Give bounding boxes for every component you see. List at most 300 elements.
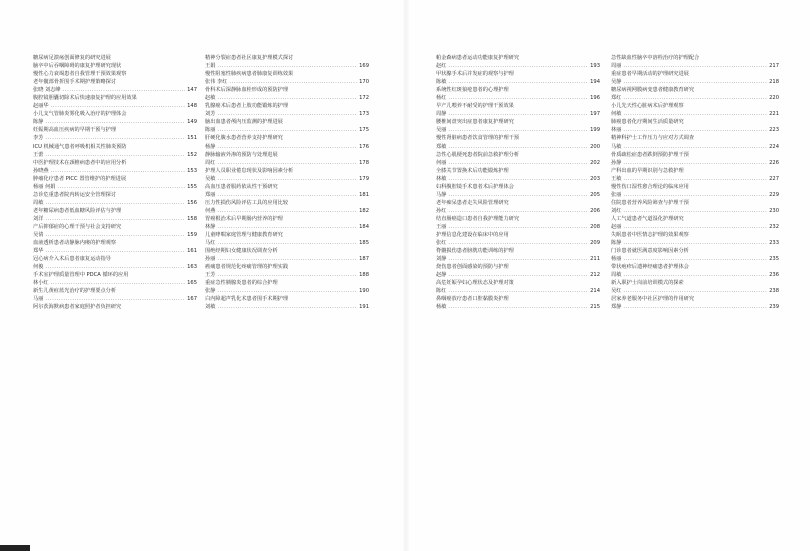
- entry-authors: 王芳: [205, 272, 216, 279]
- toc-entry: [33, 255, 197, 263]
- entry-authors: 张红: [436, 240, 447, 247]
- entry-title: 妊娠期高血压疾病的早期干预与护理: [33, 127, 117, 134]
- entry-page-number: 172: [359, 95, 369, 102]
- toc-entry: [611, 271, 779, 279]
- entry-title: 护理人员职业倦怠现状及影响因素分析: [205, 167, 294, 174]
- toc-entry: [611, 94, 779, 102]
- toc-entry: [611, 167, 779, 175]
- entry-authors: 周静: [436, 111, 447, 118]
- entry-title: 压力性损伤风险评估工具的应用比较: [205, 199, 289, 206]
- toc-entry: [205, 239, 369, 247]
- entry-page-number: 206: [590, 207, 600, 214]
- entry-page-number: 229: [769, 191, 779, 198]
- toc-entry: [205, 86, 369, 94]
- entry-title: 结直肠癌造口患者自我护理能力研究: [436, 215, 520, 222]
- entry-title: 中医护理技术在颈椎病患者中的应用分析: [33, 159, 127, 166]
- toc-entry: [205, 62, 369, 70]
- entry-page-number: 205: [590, 191, 600, 198]
- entry-authors: 马敏: [611, 143, 622, 150]
- entry-authors: 陈静: [611, 240, 622, 247]
- entry-authors: 马红: [205, 240, 216, 247]
- toc-column: [611, 54, 779, 312]
- entry-title: 慢性肾脏病患者饮食管理的护理干预: [436, 135, 520, 142]
- entry-title: 小儿支气管肺炎雾化吸入治疗的护理体会: [33, 111, 127, 118]
- toc-entry: [436, 215, 600, 223]
- toc-entry: [611, 70, 779, 78]
- entry-title: 急诊危重患者院内转运安全管理探讨: [33, 191, 117, 198]
- entry-reference: [205, 255, 369, 263]
- entry-page-number: 218: [769, 79, 779, 86]
- toc-entry: [436, 199, 600, 207]
- entry-page-number: 148: [187, 103, 197, 110]
- entry-title: 糖尿病足溃疡创面修复的研究进展: [33, 55, 111, 61]
- toc-entry: [436, 134, 600, 142]
- toc-entry: [611, 279, 779, 287]
- toc-entry: [33, 183, 197, 191]
- entry-title: 腹腔镜胆囊切除术后快速康复护理的应用效果: [33, 95, 137, 102]
- dot-leader: [448, 126, 588, 134]
- dot-leader: [623, 207, 767, 215]
- entry-page-number: 236: [769, 272, 779, 279]
- entry-title: 儿童哮喘家庭管理与健康教育研究: [205, 232, 283, 239]
- entry-reference: [611, 159, 779, 167]
- entry-page-number: 176: [359, 143, 369, 150]
- entry-page-number: 212: [590, 272, 600, 279]
- entry-reference: [205, 207, 369, 215]
- toc-entry: [33, 62, 197, 70]
- entry-reference: [33, 134, 197, 142]
- dot-leader: [448, 287, 588, 295]
- entry-page-number: 161: [187, 248, 197, 255]
- entry-title: 围绝经期妇女健康状况调查分析: [205, 248, 278, 255]
- entry-authors: 周敏: [33, 199, 44, 206]
- toc-entry: [205, 78, 369, 86]
- toc-entry: [611, 247, 779, 255]
- entry-reference: [611, 223, 779, 231]
- entry-authors: 赵丽华: [33, 103, 49, 110]
- entry-reference: [33, 183, 197, 191]
- dot-leader: [623, 223, 767, 231]
- entry-title: 失眠患者中医情志护理的效果观察: [611, 232, 689, 239]
- toc-entry: [436, 191, 600, 199]
- entry-reference: [205, 303, 369, 311]
- toc-entry: [436, 143, 600, 151]
- dot-leader: [217, 207, 357, 215]
- toc-entry: [436, 231, 600, 239]
- toc-entry: [611, 239, 779, 247]
- toc-entry: [436, 255, 600, 263]
- entry-authors: 李芳: [33, 135, 44, 142]
- dot-leader: [217, 223, 357, 231]
- dot-leader: [448, 223, 588, 231]
- entry-authors: 马静: [436, 191, 447, 198]
- entry-page-number: 217: [769, 63, 779, 70]
- toc-entry: [33, 199, 197, 207]
- toc-entry: [611, 215, 779, 223]
- entry-authors: 张晓 刘志峰: [33, 87, 61, 94]
- entry-page-number: 156: [187, 199, 197, 206]
- entry-authors: 何敏: [611, 111, 622, 118]
- toc-entry: [611, 263, 779, 271]
- entry-title: 手术室护理质量管理中 PDCA 循环的应用: [33, 272, 129, 279]
- entry-reference: [33, 167, 197, 175]
- toc-entry: [436, 207, 600, 215]
- toc-entry: [611, 303, 779, 311]
- toc-entry: [205, 70, 369, 78]
- entry-reference: [436, 223, 600, 231]
- entry-title: 带状疱疹后遗神经痛患者护理体会: [611, 264, 689, 271]
- entry-page-number: 200: [590, 143, 600, 150]
- dot-leader: [45, 151, 185, 159]
- dot-leader: [63, 86, 186, 94]
- entry-page-number: 182: [359, 207, 369, 214]
- toc-entry: [436, 118, 600, 126]
- entry-title: 人工气道患者气道湿化护理研究: [611, 215, 684, 222]
- dot-leader: [448, 175, 588, 183]
- entry-authors: 吴红: [611, 288, 622, 295]
- toc-entry: [611, 126, 779, 134]
- entry-title: 甲状腺手术后并发症的观察与护理: [436, 71, 514, 78]
- entry-page-number: 179: [359, 175, 369, 182]
- entry-page-number: 215: [590, 304, 600, 311]
- entry-authors: 王蕾: [33, 151, 44, 158]
- dot-leader: [623, 287, 767, 295]
- dot-leader: [623, 94, 767, 102]
- dot-leader: [623, 110, 767, 118]
- entry-page-number: 199: [590, 127, 600, 134]
- toc-entry: [205, 118, 369, 126]
- page-gutter: [402, 0, 410, 551]
- toc-entry: [205, 183, 369, 191]
- dot-leader: [217, 62, 357, 70]
- entry-authors: 陈静: [33, 119, 44, 126]
- entry-authors: 刘红: [611, 207, 622, 214]
- entry-authors: 林小红: [33, 280, 49, 287]
- entry-reference: [205, 271, 369, 279]
- toc-entry: [205, 54, 369, 62]
- entry-page-number: 188: [359, 272, 369, 279]
- toc-entry: [33, 279, 197, 287]
- toc-entry: [33, 134, 197, 142]
- entry-reference: [436, 78, 600, 86]
- entry-title: 产科出血的早期识别与急救护理: [611, 167, 684, 174]
- entry-reference: [611, 94, 779, 102]
- entry-authors: 周敏: [611, 272, 622, 279]
- entry-reference: [436, 303, 600, 311]
- entry-title: 门诊患者就医满意度影响因素分析: [611, 248, 689, 255]
- entry-reference: [436, 191, 600, 199]
- entry-title: 肿瘤化疗患者 PICC 置管维护的护理进展: [33, 175, 127, 182]
- entry-reference: [205, 62, 369, 70]
- entry-authors: 吴静: [611, 79, 622, 86]
- toc-entry: [611, 183, 779, 191]
- entry-authors: 林静: [205, 223, 216, 230]
- entry-title: 重症急性胰腺炎患者的综合护理: [205, 280, 278, 287]
- toc-entry: [611, 191, 779, 199]
- dot-leader: [57, 183, 185, 191]
- toc-entry: [33, 247, 197, 255]
- toc-entry: [436, 86, 600, 94]
- toc-entry: [436, 78, 600, 86]
- dot-leader: [448, 191, 588, 199]
- entry-reference: [205, 94, 369, 102]
- dot-leader: [217, 143, 357, 151]
- entry-authors: 王敏: [611, 175, 622, 182]
- toc-entry: [33, 118, 197, 126]
- dot-leader: [217, 175, 357, 183]
- toc-entry: [436, 151, 600, 159]
- dot-leader: [45, 199, 185, 207]
- entry-authors: 刘静: [436, 256, 447, 263]
- entry-reference: [611, 239, 779, 247]
- dot-leader: [217, 287, 357, 295]
- dot-leader: [51, 167, 186, 175]
- toc-entry: [205, 287, 369, 295]
- entry-reference: [205, 78, 369, 86]
- dot-leader: [448, 303, 588, 311]
- entry-reference: [205, 287, 369, 295]
- entry-reference: [205, 239, 369, 247]
- toc-entry: [436, 70, 600, 78]
- entry-reference: [611, 143, 779, 151]
- dot-leader: [448, 239, 588, 247]
- toc-entry: [611, 134, 779, 142]
- entry-title: 新入职护士岗前培训模式的探索: [611, 280, 684, 287]
- entry-title: 癌痛患者规范化疼痛管理的护理实践: [205, 264, 289, 271]
- toc-entry: [33, 303, 197, 311]
- dot-leader: [51, 279, 186, 287]
- toc-entry: [205, 247, 369, 255]
- entry-authors: 杨敏: [436, 304, 447, 311]
- entry-title: 护理信息化建设在临床中的应用: [436, 232, 509, 239]
- toc-entry: [436, 239, 600, 247]
- toc-entry: [205, 295, 369, 303]
- dot-leader: [448, 207, 588, 215]
- toc-entry: [33, 143, 197, 151]
- entry-title: 脊髓损伤患者膀胱功能训练的护理: [436, 248, 514, 255]
- toc-entry: [33, 287, 197, 295]
- dot-leader: [623, 78, 767, 86]
- entry-page-number: 159: [187, 232, 197, 239]
- entry-page-number: 214: [590, 288, 600, 295]
- toc-entry: [205, 151, 369, 159]
- entry-title: 鼻咽癌放疗患者口腔黏膜炎护理: [436, 296, 509, 303]
- toc-entry: [33, 78, 197, 86]
- toc-entry: [33, 271, 197, 279]
- entry-page-number: 194: [590, 79, 600, 86]
- entry-reference: [436, 94, 600, 102]
- entry-page-number: 181: [359, 191, 369, 198]
- entry-reference: [611, 62, 779, 70]
- dot-leader: [623, 126, 767, 134]
- toc-entry: [33, 86, 197, 94]
- entry-authors: 赵静: [436, 272, 447, 279]
- toc-entry: [33, 295, 197, 303]
- dot-leader: [45, 215, 185, 223]
- dot-leader: [623, 143, 767, 151]
- toc-entry: [205, 279, 369, 287]
- dot-leader: [448, 94, 588, 102]
- dot-leader: [45, 295, 185, 303]
- entry-title: 重症患者早期活动的护理研究进展: [611, 71, 689, 78]
- entry-authors: 林丽: [611, 127, 622, 134]
- dot-leader: [45, 134, 185, 142]
- entry-page-number: 235: [769, 256, 779, 263]
- toc-entry: [611, 295, 779, 303]
- entry-title: 烧伤患者创面感染的预防与护理: [436, 264, 509, 271]
- toc-entry: [33, 94, 197, 102]
- dot-leader: [217, 94, 357, 102]
- dot-leader: [448, 110, 588, 118]
- entry-reference: [436, 239, 600, 247]
- dot-leader: [448, 62, 588, 70]
- entry-authors: 刘洋: [33, 215, 44, 222]
- entry-authors: 陈红: [436, 288, 447, 295]
- dot-leader: [623, 175, 767, 183]
- toc-entry: [611, 62, 779, 70]
- entry-authors: 刘芳: [205, 111, 216, 118]
- entry-title: ICU 机械通气患者呼吸机相关性肺炎预防: [33, 143, 127, 150]
- entry-page-number: 170: [359, 79, 369, 86]
- toc-entry: [33, 263, 197, 271]
- entry-title: 全膝关节置换术后功能锻炼护理: [436, 167, 509, 174]
- toc-entry: [33, 231, 197, 239]
- entry-title: 腰椎间盘突出症患者康复护理研究: [436, 119, 514, 126]
- entry-page-number: 151: [187, 135, 197, 142]
- entry-reference: [33, 231, 197, 239]
- entry-reference: [611, 303, 779, 311]
- toc-entry: [205, 231, 369, 239]
- toc-entry: [436, 159, 600, 167]
- entry-title: 静脉输液外渗的预防与处理进展: [205, 151, 278, 158]
- entry-page-number: 178: [359, 159, 369, 166]
- toc-entry: [205, 159, 369, 167]
- entry-authors: 张静: [205, 288, 216, 295]
- entry-reference: [436, 126, 600, 134]
- toc-entry: [33, 215, 197, 223]
- entry-authors: 王娟: [205, 63, 216, 70]
- entry-page-number: 221: [769, 111, 779, 118]
- entry-title: 小儿先天性心脏病术后护理观察: [611, 103, 684, 110]
- dot-leader: [229, 78, 357, 86]
- dot-leader: [217, 159, 357, 167]
- dot-leader: [623, 239, 767, 247]
- dot-leader: [448, 255, 588, 263]
- entry-reference: [436, 271, 600, 279]
- toc-entry: [33, 159, 197, 167]
- entry-title: 系统性红斑狼疮患者的心理护理: [436, 87, 509, 94]
- entry-authors: 郑敏: [436, 143, 447, 150]
- toc-entry: [611, 255, 779, 263]
- toc-entry: [436, 94, 600, 102]
- toc-entry: [611, 54, 779, 62]
- entry-title: 老年痴呆患者走失风险管理研究: [436, 199, 509, 206]
- entry-page-number: 233: [769, 240, 779, 247]
- entry-reference: [611, 191, 779, 199]
- dot-leader: [623, 191, 767, 199]
- toc-entry: [611, 110, 779, 118]
- toc-entry: [611, 159, 779, 167]
- toc-entry: [205, 303, 369, 311]
- entry-page-number: 232: [769, 223, 779, 230]
- entry-reference: [611, 287, 779, 295]
- entry-authors: 杨丽 何娟: [33, 183, 56, 190]
- toc-entry: [611, 143, 779, 151]
- entry-title: 乳腺癌术后患者上肢功能锻炼的护理: [205, 103, 289, 110]
- entry-page-number: 196: [590, 95, 600, 102]
- entry-reference: [205, 223, 369, 231]
- toc-entry: [436, 175, 600, 183]
- entry-reference: [205, 110, 369, 118]
- entry-authors: 林敏: [436, 175, 447, 182]
- entry-reference: [436, 255, 600, 263]
- entry-title: 肺癌患者化疗期间生活质量研究: [611, 119, 684, 126]
- entry-title: 妇科腹腔镜手术患者术后护理体会: [436, 183, 514, 190]
- entry-authors: 何丽: [436, 159, 447, 166]
- toc-entry: [205, 199, 369, 207]
- entry-title: 血液透析患者动静脉内瘘的护理观察: [33, 240, 117, 247]
- entry-reference: [33, 151, 197, 159]
- dot-leader: [217, 239, 357, 247]
- entry-reference: [436, 110, 600, 118]
- entry-title: 急性心肌梗死患者院前急救护理分析: [436, 151, 520, 158]
- entry-authors: 周红: [205, 159, 216, 166]
- toc-column: [436, 54, 600, 312]
- entry-authors: 赵丽: [611, 223, 622, 230]
- dot-leader: [217, 303, 357, 311]
- entry-reference: [436, 159, 600, 167]
- toc-entry: [205, 271, 369, 279]
- entry-title: 产后抑郁症的心理干预与社会支持研究: [33, 223, 122, 230]
- entry-title: 冠心病介入术后患者康复运动指导: [33, 256, 111, 263]
- entry-page-number: 203: [590, 175, 600, 182]
- toc-entry: [611, 118, 779, 126]
- entry-authors: 杨红: [436, 95, 447, 102]
- toc-entry: [205, 126, 369, 134]
- toc-entry: [436, 295, 600, 303]
- toc-entry: [436, 223, 600, 231]
- dot-leader: [217, 126, 357, 134]
- entry-title: 慢性伤口湿性愈合理论的临床应用: [611, 183, 689, 190]
- dot-leader: [217, 110, 357, 118]
- entry-authors: 杨静: [205, 143, 216, 150]
- entry-reference: [436, 143, 600, 151]
- dot-leader: [45, 247, 185, 255]
- entry-authors: 吴丽: [436, 127, 447, 134]
- entry-reference: [205, 175, 369, 183]
- entry-title: 肝硬化腹水患者营养支持护理研究: [205, 135, 283, 142]
- entry-reference: [611, 255, 779, 263]
- dot-leader: [217, 271, 357, 279]
- toc-entry: [436, 54, 600, 62]
- toc-entry: [436, 263, 600, 271]
- entry-title: 早产儿喂养不耐受的护理干预效果: [436, 103, 514, 110]
- toc-entry: [205, 215, 369, 223]
- entry-page-number: 167: [187, 296, 197, 303]
- dot-leader: [45, 231, 185, 239]
- entry-reference: [205, 159, 369, 167]
- dot-leader: [217, 255, 357, 263]
- entry-title: 慢性心力衰竭患者自我管理干预效果观察: [33, 71, 127, 78]
- dot-leader: [51, 102, 186, 110]
- entry-title: 胃癌根治术后早期肠内营养的护理: [205, 215, 283, 222]
- toc-entry: [33, 223, 197, 231]
- toc-entry: [611, 78, 779, 86]
- dot-leader: [448, 159, 588, 167]
- entry-page-number: 209: [590, 240, 600, 247]
- entry-reference: [611, 175, 779, 183]
- entry-reference: [205, 143, 369, 151]
